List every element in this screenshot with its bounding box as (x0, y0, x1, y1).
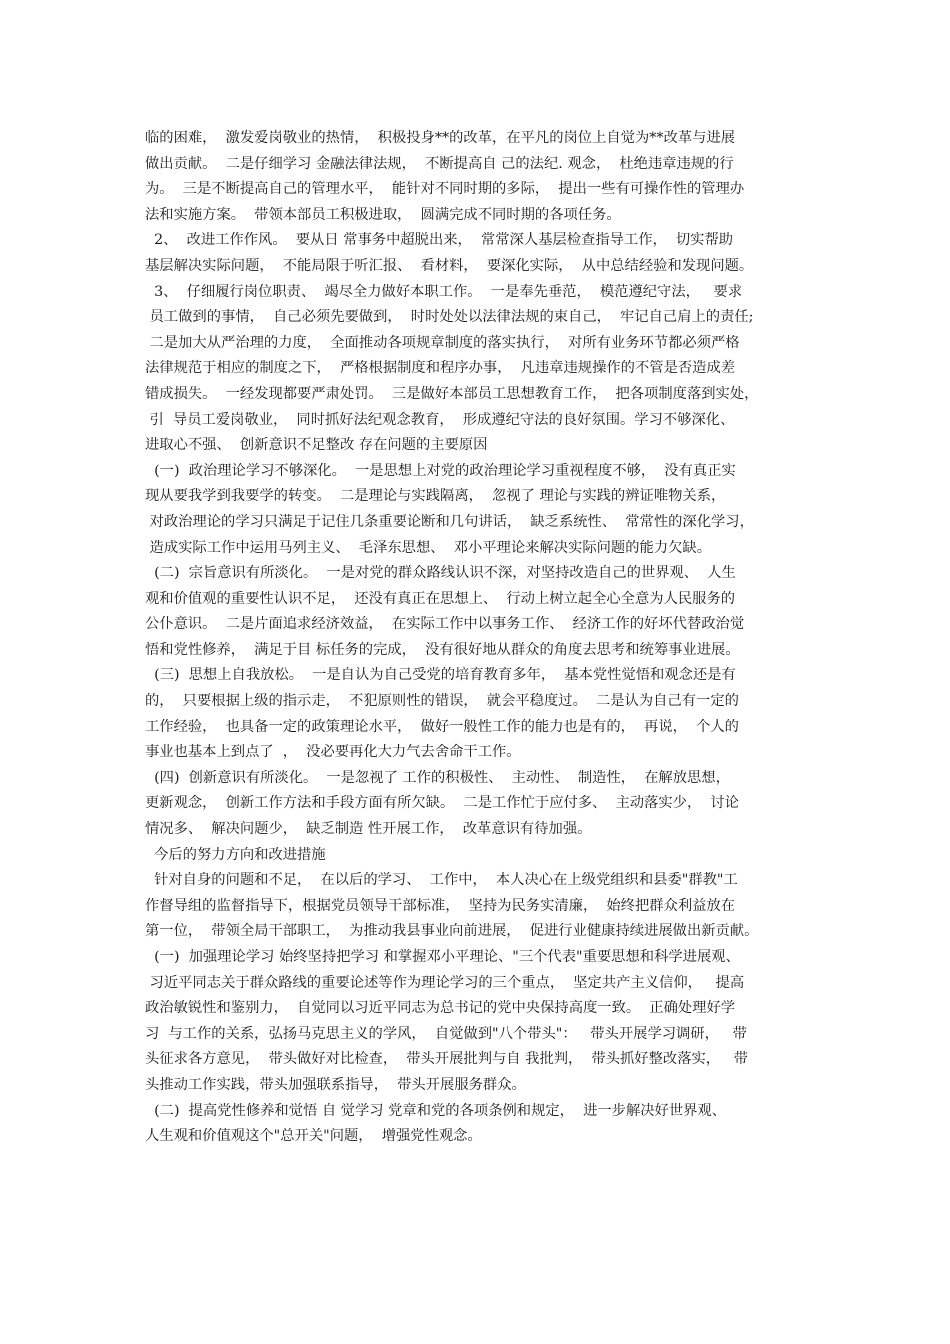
text-line: 引 导员工爱岗敬业， 同时抓好法纪观念教育， 形成遵纪守法的良好氛围。学习不够深化、 (145, 411, 735, 428)
section-heading: 今后的努力方向和改进措施 (145, 846, 326, 863)
text-line: 事业也基本上到点了 ， 没必要再化大力气去舍命干工作。 (145, 744, 521, 761)
text-line: 3、 仔细履行岗位职责、 竭尽全力做好本职工作。 一是奉先垂范， 模范遵纪守法， 要求 (145, 283, 743, 300)
text-line: (四) 创新意识有所淡化。 一是忽视了 工作的积极性、 主动性、 制造性， 在解放思想， (145, 769, 730, 786)
text-line: 悟和党性修养， 满足于目 标任务的完成， 没有很好地从群众的角度去思考和统筹事业进展。 (145, 641, 740, 658)
text-line: 更新观念， 创新工作方法和手段方面有所欠缺。 二是工作忙于应付多、 主动落实少， 讨论 (145, 795, 739, 812)
text-line: 习 与工作的关系，弘扬马克思主义的学风， 自觉做到"八个带头"： 带头开展学习调研， 带 (145, 1025, 747, 1042)
text-line: 造成实际工作中运用马列主义、 毛泽东思想、 邓小平理论来解决实际问题的能力欠缺。 (145, 539, 711, 556)
text-line: 的， 只要根据上级的指示走， 不犯原则性的错误， 就会平稳度过。 二是认为自己有一定的 (145, 693, 739, 710)
text-line: (一) 加强理论学习 始终坚持把学习 和掌握邓小平理论、"三个代表"重要思想和科学进展观、 (145, 949, 740, 965)
text-line: 法和实施方案。 带领本部员工积极进取， 圆满完成不同时期的各项任务。 (145, 206, 621, 223)
text-line: 观和价值观的重要性认识不足， 还没有真正在思想上、 行动上树立起全心全意为人民服务的 (145, 590, 736, 607)
text-line: 法律规范于相应的制度之下， 严格根据制度和程序办事， 凡违章违规操作的不管是否造成差 (145, 360, 736, 377)
text-line: (三) 思想上自我放松。 一是自认为自己受党的培育教育多年， 基本党性觉悟和观念还是有 (145, 667, 736, 684)
text-line: 对政治理论的学习只满足于记住几条重要论断和几句讲话， 缺乏系统性、 常常性的深化学习， (145, 513, 754, 530)
text-line: 为。 三是不断提高自己的管理水平， 能针对不同时期的多际， 提出一些有可操作性的管理办 (145, 181, 745, 198)
text-line: 临的困难， 激发爱岗敬业的热情， 积极投身**的改革，在平凡的岗位上自觉为**改革与进展 (145, 130, 736, 146)
text-line: (一) 政治理论学习不够深化。 一是思想上对党的政治理论学习重视程度不够， 没有真正实 (145, 462, 736, 479)
text-line: 情况多、 解决问题少， 缺乏制造 性开展工作， 改革意识有待加强。 (145, 821, 592, 838)
text-line: 现从要我学到我要学的转变。 二是理论与实践隔离， 忽视了 理论与实践的辨证唯物关系， (145, 488, 726, 505)
text-line: 头征求各方意见， 带头做好对比检查， 带头开展批判与自 我批判， 带头抓好整改落实， 带 (145, 1051, 749, 1068)
text-line: 头推动工作实践，带头加强联系指导， 带头开展服务群众。 (145, 1076, 526, 1093)
text-line: 第一位， 带领全局干部职工， 为推动我县事业向前进展， 促进行业健康持续进展做出新贡献。 (145, 923, 759, 940)
text-line: 做出贡献。 二是仔细学习 金融法律法规， 不断提高自 己的法纪. 观念， 杜绝违章违规的行 (145, 155, 734, 172)
text-line: 二是加大从严治理的力度， 全面推动各项规章制度的落实执行， 对所有业务环节都必须严格 (145, 334, 740, 351)
text-line: 政治敏锐性和鉴别力， 自觉同以习近平同志为总书记的党中央保持高度一致。 正确处理好学 (145, 1000, 736, 1017)
text-line: 公仆意识。 二是片面追求经济效益， 在实际工作中以事务工作、 经济工作的好坏代替政治觉 (145, 616, 745, 633)
document-body (145, 126, 821, 1150)
text-line: 人生观和价值观这个"总开关"问题， 增强党性观念。 (145, 1128, 482, 1145)
text-line: 2、 改进工作作风。 要从日 常事务中超脱出来， 常常深人基层检查指导工作， 切实帮助 (145, 232, 734, 249)
text-line: 工作经验， 也具备一定的政策理论水平， 做好一般性工作的能力也是有的， 再说， 个人的 (145, 718, 739, 735)
text-line: 基层解决实际问题， 不能局限于听汇报、 看材料， 要深化实际， 从中总结经验和发现问题。 (145, 257, 754, 274)
text-line: (二) 宗旨意识有所淡化。 一是对党的群众路线认识不深，对坚持改造自己的世界观、 人生 (145, 565, 736, 582)
text-line: 针对自身的问题和不足， 在以后的学习、 工作中， 本人决心在上级党组织和县委"群教"工 (145, 872, 738, 889)
text-line: 员工做到的事情， 自己必须先要做到， 时时处处以法律法规的束自己， 牢记自己肩上的责任; (145, 309, 754, 326)
text-line: 作督导组的监督指导下，根据党员领导干部标准， 坚持为民务实清廉， 始终把群众利益放在 (145, 897, 736, 914)
text-line: (二) 提高党性修养和觉悟 自 觉学习 党章和党的各项条例和规定， 进一步解决好世界观、 (145, 1102, 727, 1119)
text-line: 错成损失。 一经发现都要严肃处罚。 三是做好本部员工思想教育工作， 把各项制度落到实处， (145, 385, 759, 402)
text-line: 进取心不强、 创新意识不足整改 存在问题的主要原因 (145, 437, 488, 454)
text-line: 习近平同志关于群众路线的重要论述等作为理论学习的三个重点， 坚定共产主义信仰， 提高 (145, 974, 745, 991)
